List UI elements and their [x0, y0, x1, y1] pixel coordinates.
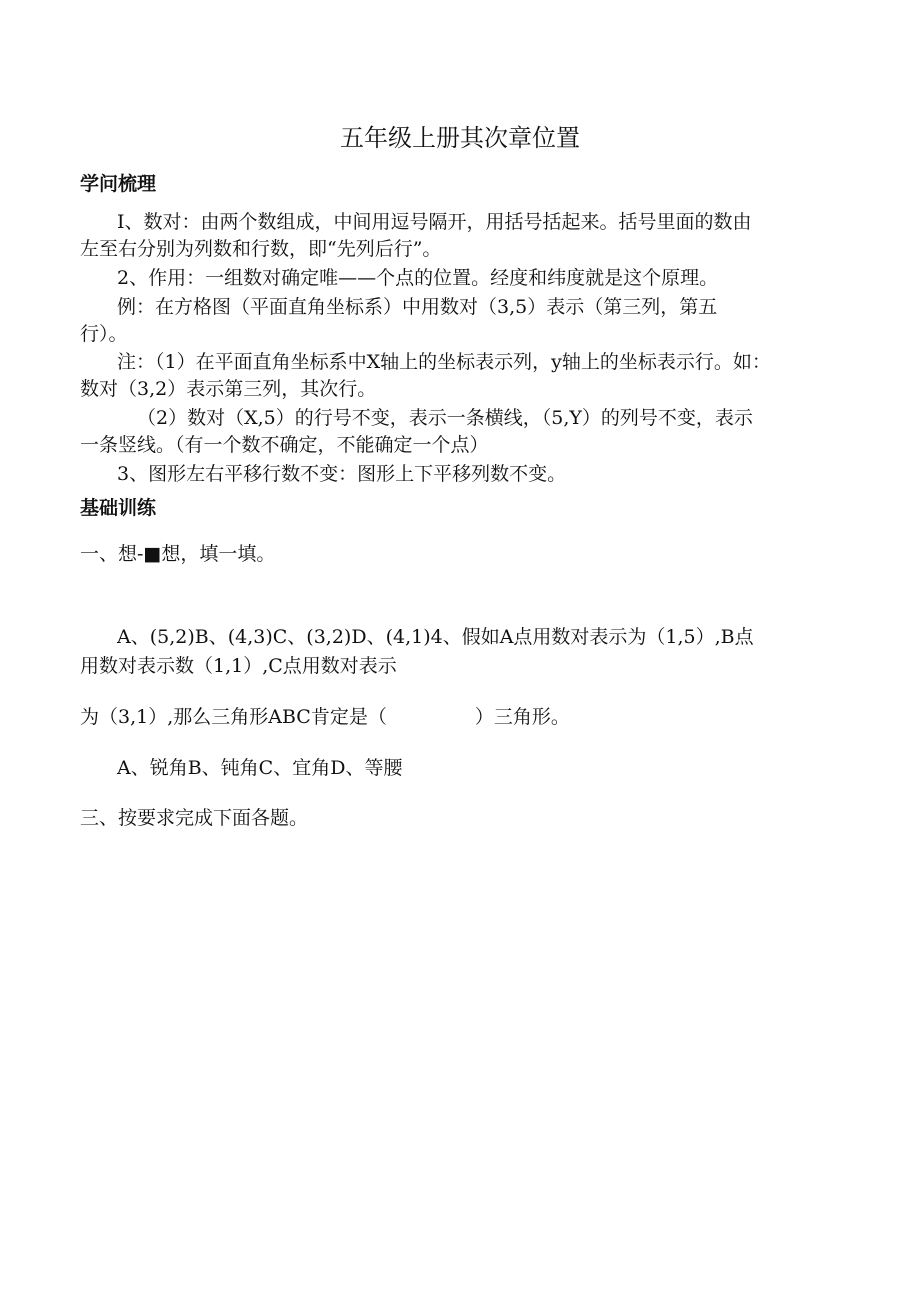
question-heading: 三、按要求完成下面各题。 [80, 807, 309, 829]
paragraph-line: I、数对：由两个数组成，中间用逗号隔开，用括号括起来。括号里面的数由 [117, 211, 752, 233]
question-line-with-blank [80, 705, 570, 729]
section-heading-basic-training: 基础训练 [80, 497, 157, 519]
question-heading: 一、想-■想，填一填。 [80, 543, 276, 565]
paragraph-line: 例：在方格图（平面直角坐标系）中用数对（3,5）表示（第三列，第五 [117, 296, 718, 318]
document-title: 五年级上册其次章位置 [340, 124, 580, 152]
paragraph-line: 一条竖线。（有一个数不确定，不能确定一个点） [80, 434, 489, 456]
paragraph-line: 数对（3,2）表示第三列，其次行。 [80, 378, 377, 400]
paragraph-line: （2）数对（X,5）的行号不变，表示一条横线，（5,Y）的列号不变，表示 [137, 407, 753, 429]
section-heading-knowledge: 学问梳理 [80, 173, 157, 195]
paragraph-line: 左至右分别为列数和行数，即“先列后行”。 [80, 238, 442, 260]
paragraph-line: 3、图形左右平移行数不变：图形上下平移列数不变。 [117, 463, 567, 485]
question-line: A、(5,2)B、(4,3)C、(3,2)D、(4,1)4、假如A点用数对表示为（1,5）,B点 [117, 626, 754, 648]
question-text-before-blank: 为（3,1）,那么三角形ABC肯定是（ [80, 706, 387, 728]
answer-options: A、锐角B、钝角C、宜角D、等腰 [117, 757, 403, 779]
paragraph-line: 行）。 [80, 323, 128, 345]
question-line: 用数对表示数（1,1）,C点用数对表示 [80, 655, 397, 677]
paragraph-line: 注：（1）在平面直角坐标系中X轴上的坐标表示列，y轴上的坐标表示行。如： [117, 351, 771, 373]
question-text-after-blank: ）三角形。 [474, 706, 570, 728]
paragraph-line: 2、作用：一组数对确定唯——个点的位置。经度和纬度就是这个原理。 [117, 267, 719, 289]
